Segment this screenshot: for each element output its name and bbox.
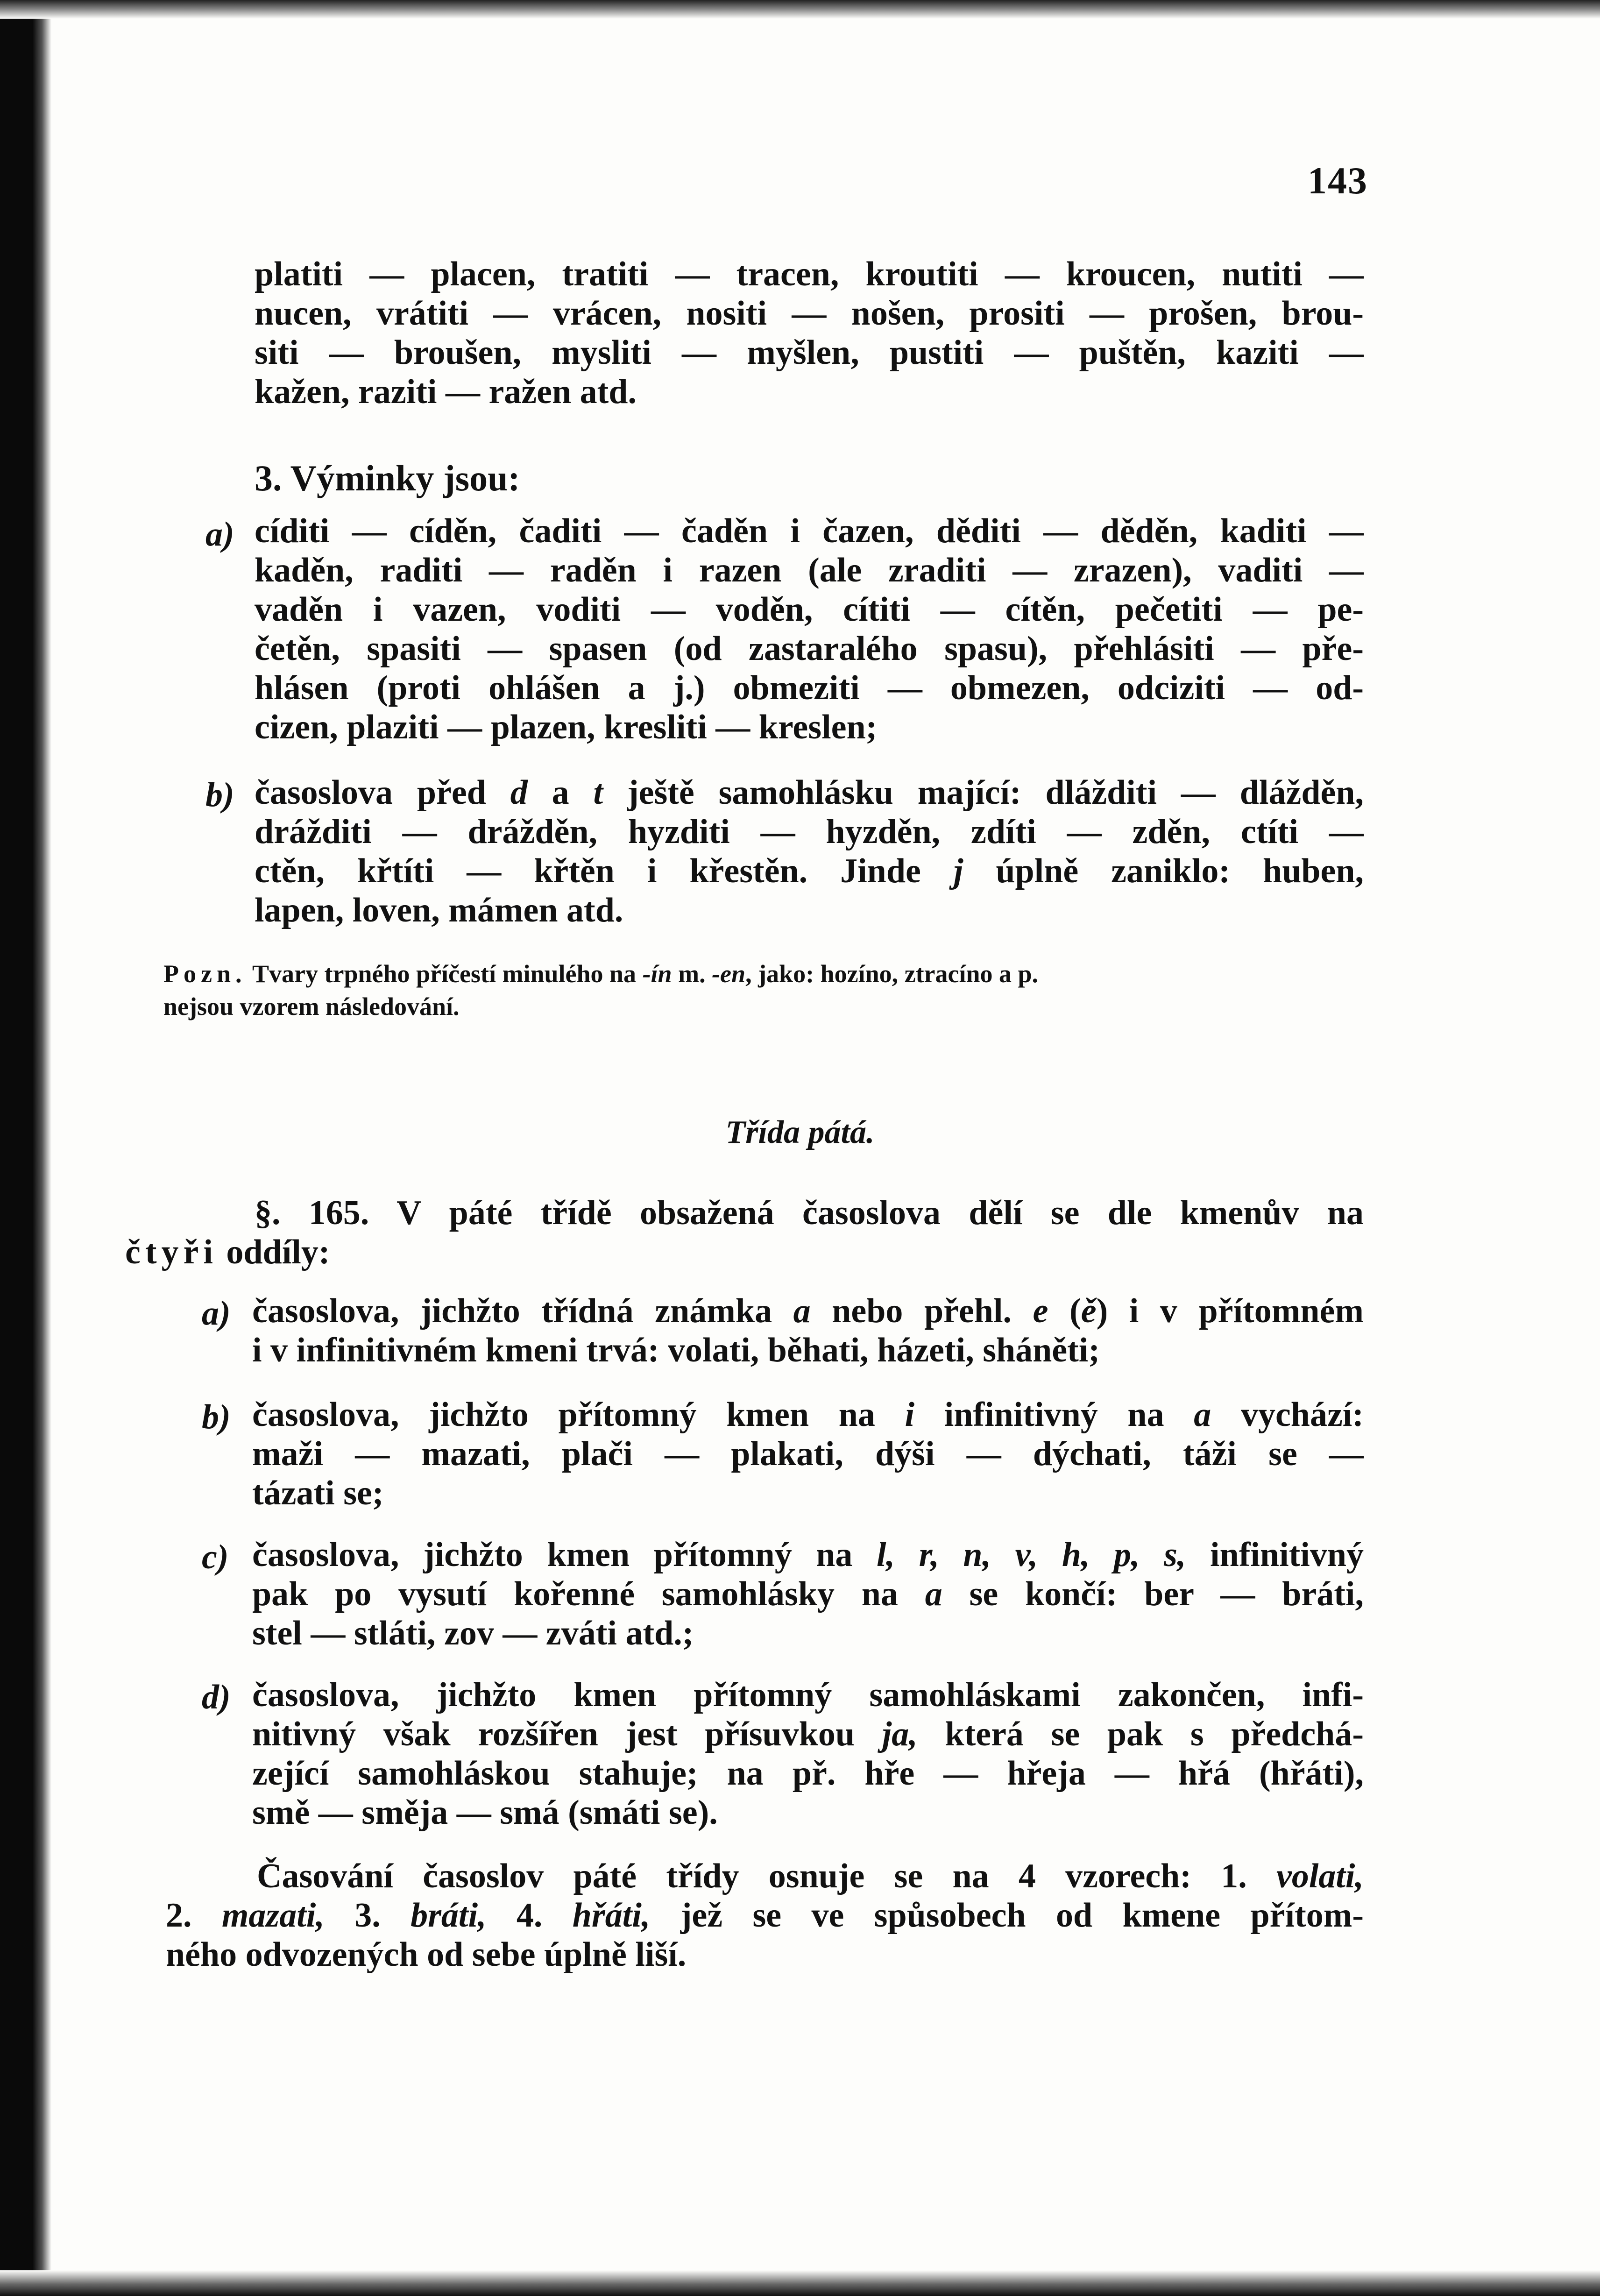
text-line: četěn, spasiti — spasen (od zastaralého spasu), přehlásiti — pře-	[255, 630, 1364, 668]
text-line: vaděn i vazen, voditi — voděn, cítiti — cítěn, pečetiti — pe-	[255, 590, 1364, 629]
page-number: 143	[1308, 159, 1368, 202]
text-line: časoslova, jichžto třídná známka a nebo přehl. e (ě) i v přítomném	[252, 1292, 1364, 1330]
list-item-b-exceptions	[255, 773, 1364, 930]
list-marker: b)	[202, 1398, 231, 1436]
list-marker: d)	[202, 1678, 231, 1716]
list-marker: a)	[205, 515, 234, 553]
class-heading: Třída pátá.	[725, 1114, 875, 1150]
text-line: časoslova před d a t ještě samohlásku mající: dlážditi — dlážděn,	[255, 773, 1364, 812]
text-line: cíditi — cíděn, čaditi — čaděn i čazen, děditi — děděn, kaditi —	[255, 512, 1364, 550]
paragraph-conjugation-patterns	[166, 1857, 1364, 1974]
text-line: platiti — placen, tratiti — tracen, kroutiti — kroucen, nutiti —	[255, 255, 1364, 293]
text-line: Časování časoslov páté třídy osnuje se na 4 vzorech: 1. volati,	[257, 1857, 1364, 1895]
text-line: cizen, plaziti — plazen, kresliti — kreslen;	[255, 708, 878, 746]
page-top-edge-shadow	[0, 0, 1600, 19]
text-line: drážditi — drážděn, hyzditi — hyzděn, zdíti — zděn, ctíti —	[255, 813, 1364, 851]
list-item-a-exceptions	[255, 511, 1364, 747]
text-line: kaděn, raditi — raděn i razen (ale zraditi — zrazen), vaditi —	[255, 551, 1364, 589]
list-marker: a)	[202, 1294, 231, 1332]
text-line: časoslova, jichžto kmen přítomný na l, r, n, v, h, p, s, infinitivný	[252, 1536, 1364, 1574]
division-b	[252, 1395, 1364, 1513]
paragraph-165	[125, 1193, 1364, 1272]
text-line: smě — směja — smá (smáti se).	[252, 1793, 718, 1832]
text-line: nitivný však rozšířen jest přísuvkou ja, která se pak s předchá-	[252, 1715, 1364, 1753]
text-line: pak po vysutí kořenné samohlásky na a se končí: ber — bráti,	[252, 1575, 1364, 1613]
text-line: Pozn. Tvary trpného příčestí minulého na -ín m. -en, jako: hozíno, ztracíno a p.	[163, 960, 1039, 988]
text-line: nucen, vrátiti — vrácen, nositi — nošen, prositi — prošen, brou-	[255, 294, 1364, 333]
text-line: lapen, loven, mámen atd.	[255, 891, 623, 929]
division-d	[252, 1675, 1364, 1832]
text-line: maži — mazati, plači — plakati, dýši — dýchati, táži se —	[252, 1435, 1364, 1473]
paragraph-participles	[255, 255, 1364, 411]
division-c	[252, 1535, 1364, 1653]
list-marker: c)	[202, 1538, 229, 1576]
text-line: zející samohláskou stahuje; na př. hře — hřeja — hřá (hřáti),	[252, 1754, 1364, 1793]
text-line: časoslova, jichžto přítomný kmen na i infinitivný na a vychází:	[252, 1396, 1364, 1434]
section-heading-exceptions	[255, 459, 520, 498]
text-line: §. 165. V páté třídě obsažená časoslova dělí se dle kmenův na	[255, 1194, 1364, 1232]
text-line: 2. mazati, 3. bráti, 4. hřáti, jež se ve spůsobech od kmene přítom-	[166, 1896, 1364, 1935]
list-marker: b)	[205, 776, 234, 814]
text-line: ctěn, křtíti — křtěn i křestěn. Jinde j úplně zaniklo: huben,	[255, 852, 1364, 890]
text-line: i v infinitivném kmeni trvá: volati, běhati, házeti, sháněti;	[252, 1331, 1100, 1369]
footnote	[163, 957, 1368, 1023]
text-line: stel — stláti, zov — zváti atd.;	[252, 1614, 694, 1652]
text-line: hlásen (proti ohlášen a j.) obmeziti — obmezen, odciziti — od-	[255, 669, 1364, 707]
page-bottom-edge-shadow	[0, 2270, 1600, 2296]
text-line: čtyři oddíly:	[125, 1233, 330, 1271]
text-line: tázati se;	[252, 1474, 384, 1512]
text-line: kažen, raziti — ražen atd.	[255, 373, 637, 411]
text-line: nejsou vzorem následování.	[163, 992, 460, 1020]
text-line: siti — broušen, mysliti — myšlen, pustiti — puštěn, kaziti —	[255, 333, 1364, 372]
text-line: ného odvozených od sebe úplně liší.	[166, 1935, 687, 1974]
division-a	[252, 1291, 1364, 1370]
text-line: 3. Výminky jsou:	[255, 458, 520, 498]
text-line: časoslova, jichžto kmen přítomný samohláskami zakončen, infi-	[252, 1676, 1364, 1714]
